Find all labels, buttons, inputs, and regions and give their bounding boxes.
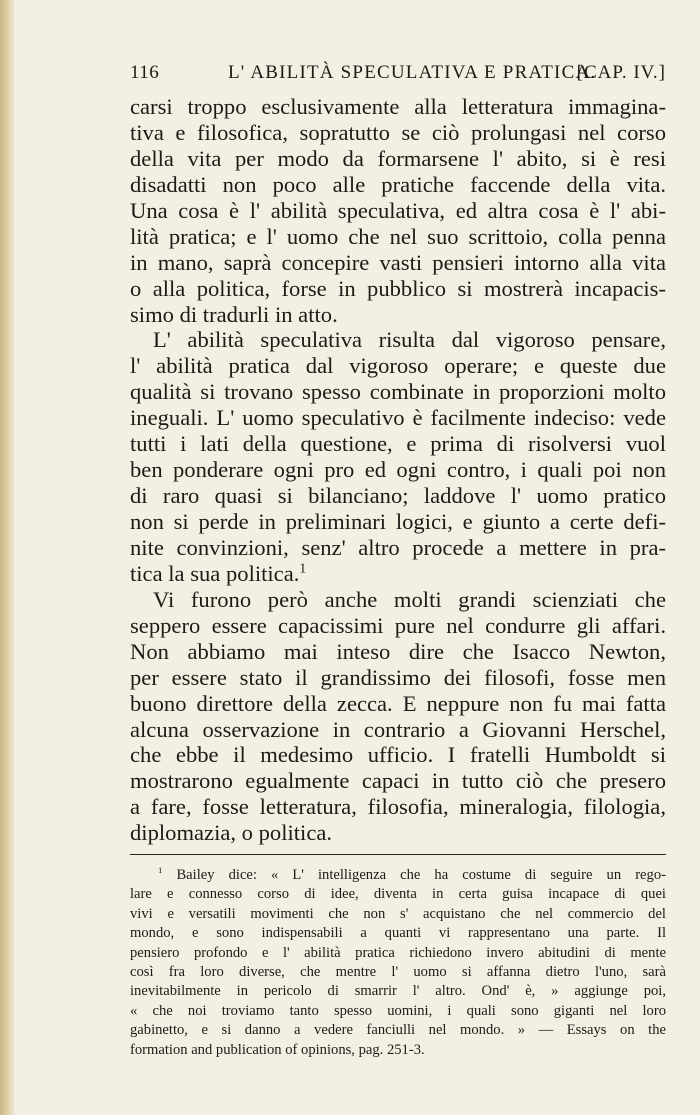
footnote-reference: 1 [299, 560, 307, 576]
text-line: nite convinzioni, senz' altro procede a mettere in pra- [130, 534, 666, 560]
text-line: disadatti non poco alle pratiche faccende della vita. [130, 171, 666, 197]
text-line: alcuna osservazione in contrario a Giovanni Herschel, [130, 716, 666, 742]
footnote-line: così fra loro diverse, che mentre l' uomo si affanna dietro l'uno, sarà [130, 963, 666, 980]
text-line: ineguali. L' uomo speculativo è facilmente indeciso: vede [130, 405, 666, 431]
footnote-divider [130, 854, 666, 855]
text-line: non si perde in preliminari logici, e giunto a certe defi- [130, 509, 666, 534]
text-line: a fare, fosse letteratura, filosofia, mineralogia, filologia, [130, 794, 666, 820]
footnote-line: inevitabilmente in pericolo di smarrir l' altro. Ond' è, » aggiunge poi, [130, 983, 666, 1000]
text-line: ben ponderare ogni pro ed ogni contro, i quali poi non [130, 457, 666, 483]
running-title: L' ABILITÀ SPECULATIVA E PRATICA. [228, 62, 597, 83]
text-line: tutti i lati della questione, e prima di risolversi vuol [130, 431, 666, 457]
text-line: della vita per modo da formarsene l' abito, si è resi [130, 145, 666, 171]
text-line: di raro quasi si bilanciano; laddove l' uomo pratico [130, 483, 666, 509]
text-line: per essere stato il grandissimo dei filosofi, fosse men [130, 664, 666, 690]
text-line: Una cosa è l' abilità speculativa, ed altra cosa è l' abi- [130, 197, 666, 223]
paragraph-end-line [130, 561, 666, 587]
footnote-line: « che noi troviamo tanto spesso uomini, i quali sono giganti nel loro [130, 1002, 666, 1019]
page-number: 116 [130, 62, 160, 83]
text-line: in mano, saprà concepire vasti pensieri intorno alla vita [130, 249, 666, 275]
text-line: l' abilità pratica dal vigoroso operare; e queste due [130, 353, 666, 379]
footnote-line [130, 866, 666, 885]
paragraph-end-line: simo di tradurli in atto. [130, 301, 338, 327]
text-line-content: tica la sua politica. [130, 560, 300, 586]
text-line: o alla politica, forse in pubblico si mostrerà incapacis- [130, 275, 666, 301]
text-line: carsi troppo esclusivamente alla letteratura immagina- [130, 94, 666, 119]
text-line: tiva e filosofica, sopratutto se ciò prolungasi nel corso [130, 119, 666, 145]
footnote-line: mondo, e sono indispensabili a quanti vi rappresentano una parte. Il [130, 925, 666, 942]
paragraph-start-line: Vi furono però anche molti grandi scienziati che [153, 586, 666, 612]
text-line: qualità si trovano spesso combinate in proporzioni molto [130, 379, 666, 405]
main-text [130, 94, 666, 846]
running-header [130, 62, 666, 88]
footnote-line: lare e connesso corso di idee, diventa in certa guisa incapace di quei [130, 886, 666, 903]
text-line: Non abbiamo mai inteso dire che Isacco Newton, [130, 638, 666, 664]
footnote-line: gabinetto, e si danno a vedere fanciulli nel mondo. » — Essays on the [130, 1022, 666, 1039]
footnote-marker: 1 [158, 865, 163, 876]
text-line: mostrarono egualmente capaci in tutto ciò che presero [130, 768, 666, 794]
footnote-line: formation and publication of opinions, pag. 251-3. [130, 1041, 425, 1058]
paragraph-start-line: L' abilità speculativa risulta dal vigoroso pensare, [153, 327, 666, 353]
footnote-block [130, 866, 666, 1060]
footnote-line: pensiero profondo e l' abilità pratica richiedono invero abitudini di mente [130, 944, 666, 961]
text-line: che ebbe il medesimo ufficio. I fratelli Humboldt si [130, 742, 666, 768]
text-line: seppero essere capacissimi pure nel condurre gli affari. [130, 612, 666, 638]
chapter-reference: [CAP. IV.] [576, 62, 666, 83]
footnote-line-content: Bailey dice: « L' intelligenza che ha costume di seguire un rego- [176, 867, 666, 883]
text-line: lità pratica; e l' uomo che nel suo scrittoio, colla penna [130, 223, 666, 249]
text-line: buono direttore della zecca. E neppure non fu mai fatta [130, 690, 666, 716]
paragraph-end-line: diplomazia, o politica. [130, 820, 333, 846]
footnote-line: vivi e versatili movimenti che non s' acquistano che nel commercio del [130, 905, 666, 922]
